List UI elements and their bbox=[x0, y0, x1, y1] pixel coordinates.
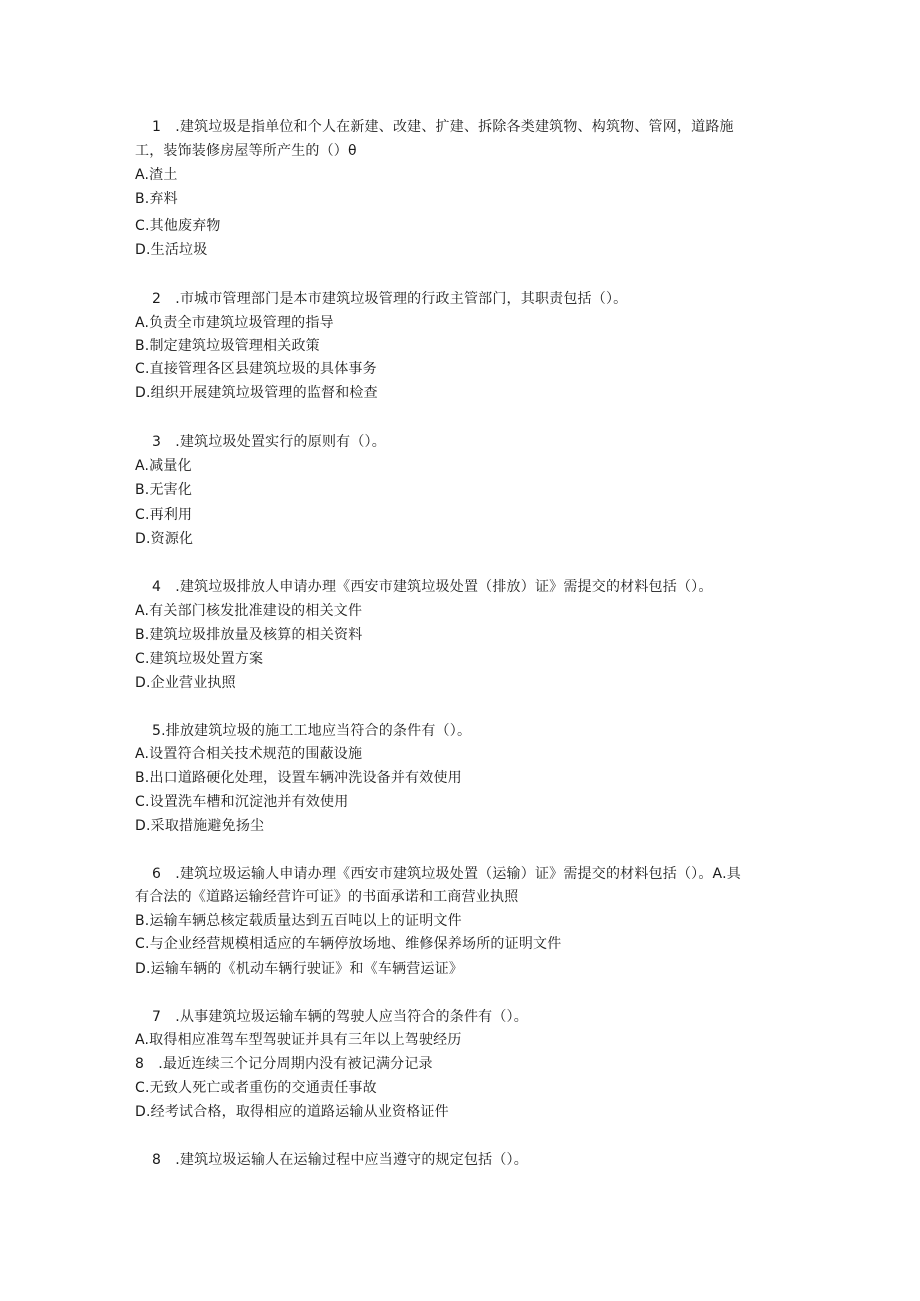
option-6a: 有合法的《道路运输经营许可证》的书面承诺和工商营业执照 bbox=[135, 889, 519, 905]
option-2d: D.组织开展建筑垃圾管理的监督和检查 bbox=[135, 385, 378, 401]
option-3c: C.再利用 bbox=[135, 507, 193, 523]
option-3b: B.无害化 bbox=[135, 482, 193, 498]
option-6d: D.运输车辆的《机动车辆行驶证》和《车辆营运证》 bbox=[135, 961, 464, 977]
option-5d: D.采取措施避免扬尘 bbox=[135, 818, 265, 834]
question-3: 3 .建筑垃圾处置实行的原则有（）。 bbox=[152, 434, 386, 450]
option-4d: D.企业营业执照 bbox=[135, 675, 236, 691]
question-8: 8 .建筑垃圾运输人在运输过程中应当遵守的规定包括（）。 bbox=[152, 1152, 528, 1168]
option-1b: B.弃料 bbox=[135, 191, 178, 207]
option-6b: B.运输车辆总核定载质量达到五百吨以上的证明文件 bbox=[135, 913, 462, 929]
option-7c: C.无致人死亡或者重伤的交通责任事故 bbox=[135, 1080, 377, 1096]
option-1c: C.其他废弃物 bbox=[135, 218, 221, 234]
question-5: 5.排放建筑垃圾的施工工地应当符合的条件有（）。 bbox=[152, 723, 472, 739]
option-7b: 8 .最近连续三个记分周期内没有被记满分记录 bbox=[135, 1056, 433, 1072]
option-4b: B.建筑垃圾排放量及核算的相关资料 bbox=[135, 627, 363, 643]
question-1-line-1: 1 .建筑垃圾是指单位和个人在新建、改建、扩建、拆除各类建筑物、构筑物、管网，道路施 bbox=[152, 119, 734, 135]
option-1a: A.渣土 bbox=[135, 167, 178, 183]
option-2a: A.负责全市建筑垃圾管理的指导 bbox=[135, 315, 334, 331]
option-5b: B.出口道路硬化处理，设置车辆冲洗设备并有效使用 bbox=[135, 770, 462, 786]
option-1d: D.生活垃圾 bbox=[135, 242, 208, 258]
option-5c: C.设置洗车槽和沉淀池并有效使用 bbox=[135, 794, 349, 810]
option-5a: A.设置符合相关技术规范的围蔽设施 bbox=[135, 746, 363, 762]
question-7: 7 .从事建筑垃圾运输车辆的驾驶人应当符合的条件有（）。 bbox=[152, 1009, 528, 1025]
question-4: 4 .建筑垃圾排放人申请办理《西安市建筑垃圾处置（排放）证》需提交的材料包括（）。 bbox=[152, 579, 713, 595]
option-4a: A.有关部门核发批准建设的相关文件 bbox=[135, 603, 363, 619]
question-1-line-2: 工，装饰装修房屋等所产生的（）θ bbox=[135, 143, 357, 159]
question-2: 2 .市城市管理部门是本市建筑垃圾管理的行政主管部门，其职责包括（）。 bbox=[152, 291, 628, 307]
option-7d: D.经考试合格，取得相应的道路运输从业资格证件 bbox=[135, 1104, 449, 1120]
option-6c: C.与企业经营规模相适应的车辆停放场地、维修保养场所的证明文件 bbox=[135, 936, 562, 952]
option-3d: D.资源化 bbox=[135, 531, 194, 547]
option-2b: B.制定建筑垃圾管理相关政策 bbox=[135, 338, 320, 354]
option-4c: C.建筑垃圾处置方案 bbox=[135, 651, 264, 667]
option-2c: C.直接管理各区县建筑垃圾的具体事务 bbox=[135, 361, 377, 377]
option-7a: A.取得相应准驾车型驾驶证并具有三年以上驾驶经历 bbox=[135, 1032, 462, 1048]
question-6-line-1: 6 .建筑垃圾运输人申请办理《西安市建筑垃圾处置（运输）证》需提交的材料包括（）。A.具 bbox=[152, 866, 741, 882]
option-3a: A.减量化 bbox=[135, 458, 192, 474]
